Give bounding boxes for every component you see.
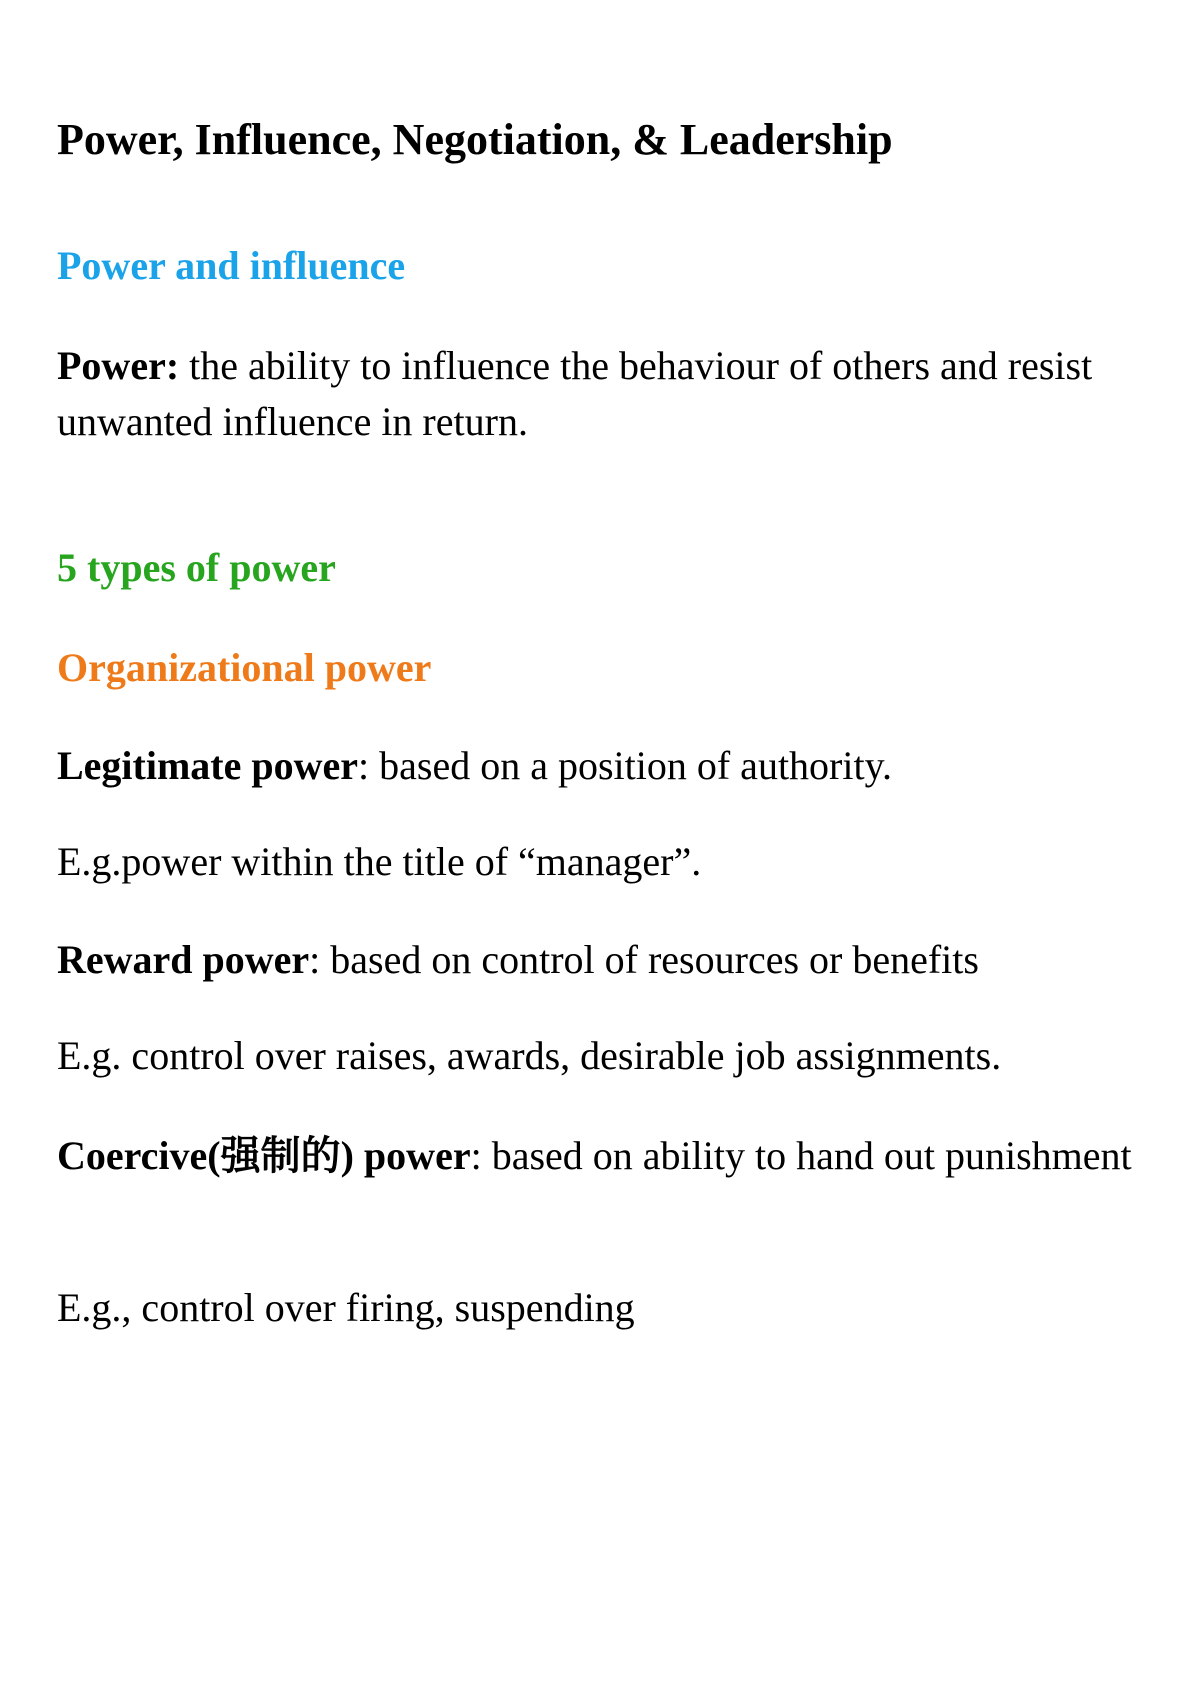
power-definition-paragraph: [57, 338, 1140, 450]
types-of-power-heading: 5 types of power: [57, 545, 336, 590]
reward-power-example: E.g. control over raises, awards, desirable job assignments.: [57, 1033, 1002, 1078]
coercive-power-term: Coercive(强制的) power: [57, 1133, 471, 1178]
coercive-power-text: : based on ability to hand out punishment: [470, 1133, 1132, 1178]
organizational-power-heading: Organizational power: [57, 645, 432, 690]
coercive-power-paragraph: [57, 1128, 1140, 1184]
legitimate-power-example: E.g.power within the title of “manager”.: [57, 839, 702, 884]
reward-power-paragraph: [57, 932, 1140, 988]
section-heading-power-and-influence: Power and influence: [57, 243, 406, 288]
power-term: Power:: [57, 343, 180, 388]
power-definition-text: the ability to influence the behaviour of others and resist unwanted influence in return.: [57, 343, 1093, 444]
coercive-power-example: E.g., control over firing, suspending: [57, 1285, 635, 1330]
legitimate-power-text: : based on a position of authority.: [358, 743, 892, 788]
document-title: Power, Influence, Negotiation, & Leadership: [57, 115, 893, 164]
reward-power-text: : based on control of resources or benefits: [309, 937, 979, 982]
legitimate-power-paragraph: [57, 738, 1140, 794]
reward-power-term: Reward power: [57, 937, 310, 982]
legitimate-power-term: Legitimate power: [57, 743, 359, 788]
